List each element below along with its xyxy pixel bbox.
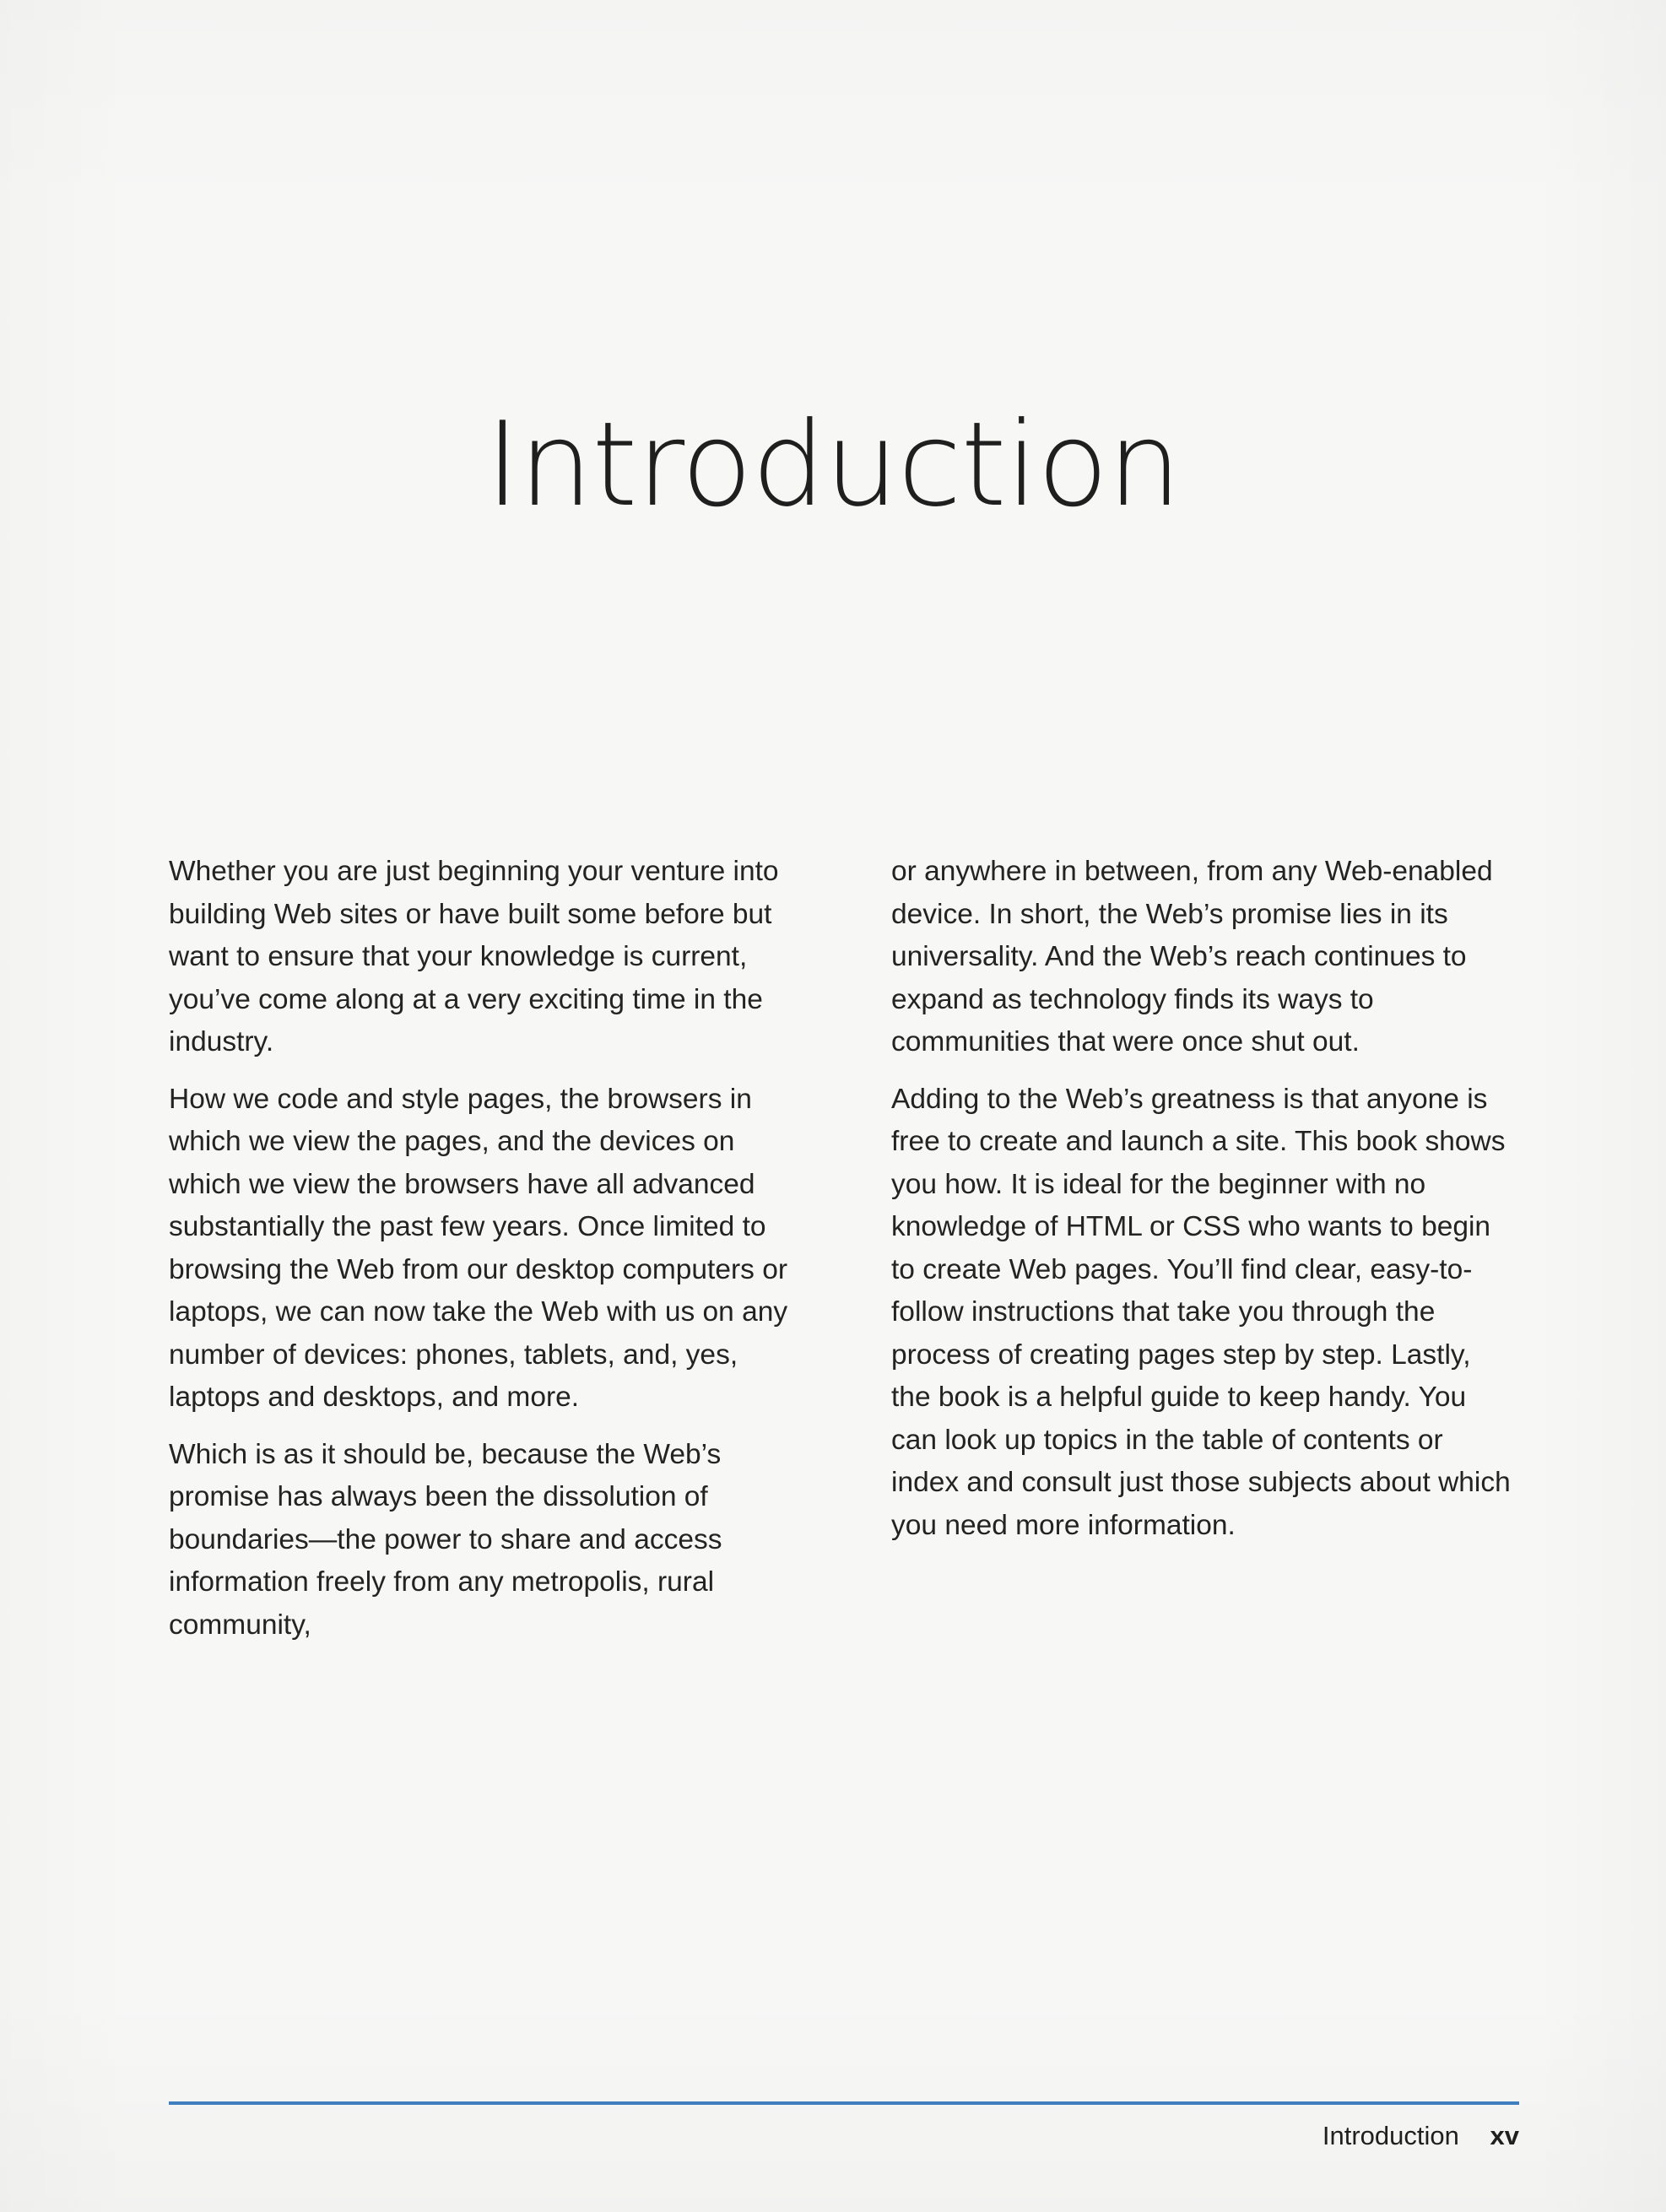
paragraph: Which is as it should be, because the Web’s promise has always been the dissolution of boundaries—the power to share and access information freely from any metropolis, rural community, xyxy=(169,1438,722,1641)
page-footer xyxy=(1323,2121,1519,2151)
page-number: xv xyxy=(1490,2121,1519,2150)
paragraph: How we code and style pages, the browsers in which we view the pages, and the devices on which we view the browsers have all advanced substantially the past few years. Once limited to browsing the Web from our desktop computers or laptops, we can now take the Web with us on any number of devices: phones, tablets, and, yes, laptops and desktops, and more. xyxy=(169,1083,788,1413)
footer-rule xyxy=(169,2101,1519,2105)
bleed-through-heading xyxy=(910,148,1517,215)
left-text-column xyxy=(169,851,789,1661)
right-text-column xyxy=(891,851,1512,1561)
page-title: Introduction xyxy=(485,397,1181,533)
footer-section-label: Introduction xyxy=(1322,2121,1459,2150)
paragraph: or anywhere in between, from any Web-enabled device. In short, the Web’s promise lies in its universality. And the Web’s reach continues to expand as technology finds its ways to communities that were once shut out. xyxy=(891,856,1493,1057)
paragraph: Adding to the Web’s greatness is that anyone is free to create and launch a site. This book shows you how. It is ideal for the beginner with no knowledge of HTML or CSS who wants to begin to create Web pages. You’ll find clear, easy-to-follow instructions that take you through the process of creating pages step by step. Lastly, the book is a helpful guide to keep handy. You can look up topics in the table of contents or index and consult just those subjects about which you need more information. xyxy=(891,1083,1511,1541)
paragraph: Whether you are just beginning your venture into building Web sites or have built some before but want to ensure that your knowledge is current, you’ve come along at a very exciting time in the industry. xyxy=(169,856,779,1057)
